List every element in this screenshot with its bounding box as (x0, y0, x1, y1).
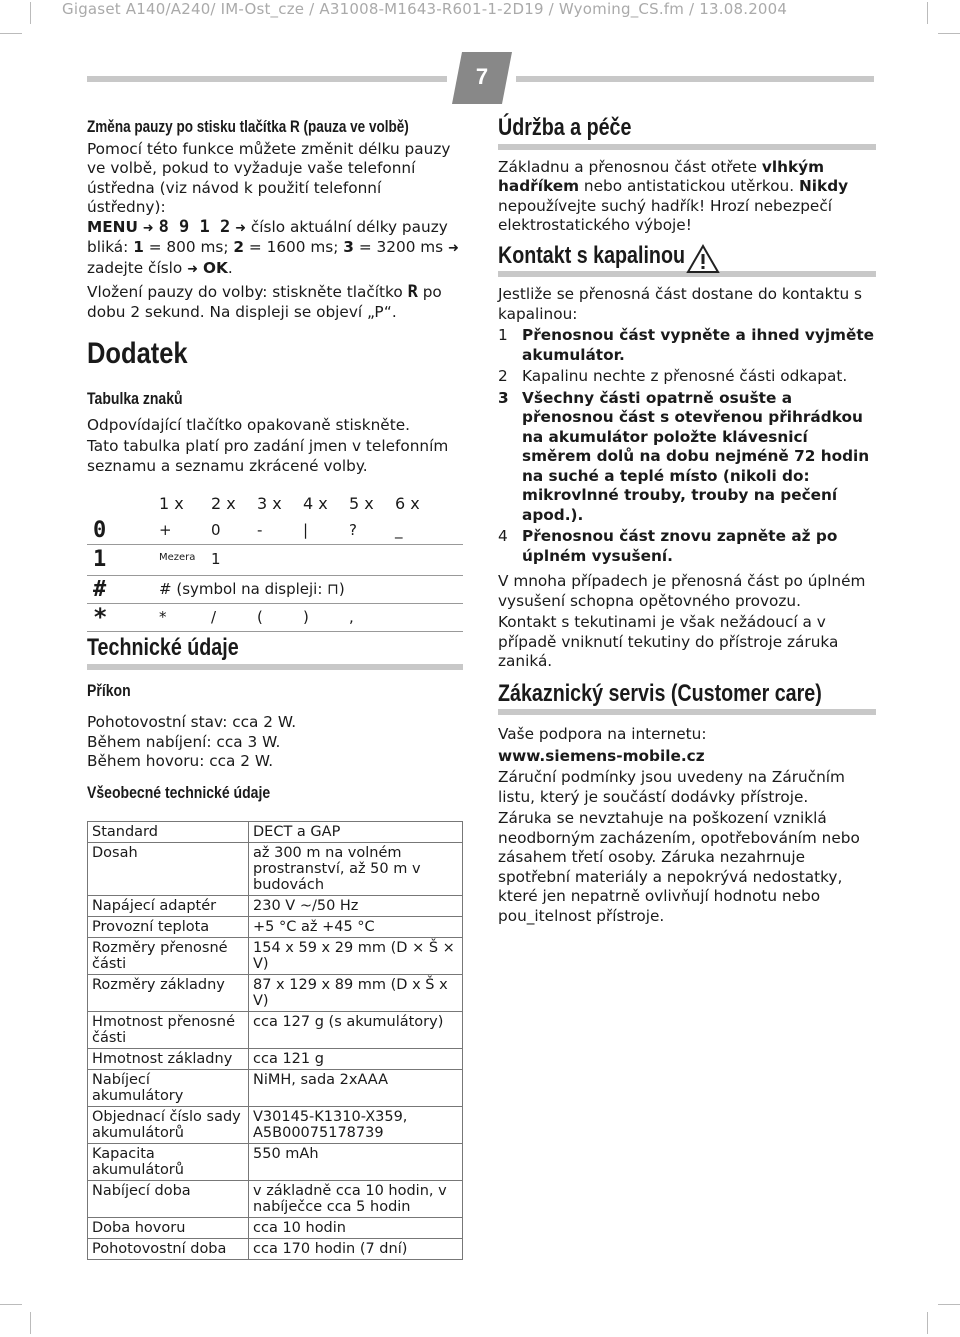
option-3-key: 3 (343, 238, 354, 256)
ok-key: OK (202, 258, 228, 277)
enter-number-text: zadejte číslo (87, 258, 183, 277)
page-number-tab (452, 52, 512, 104)
table-row (88, 1070, 463, 1107)
char-header-1: 1 x (159, 493, 184, 513)
prikon-lines (87, 713, 463, 772)
table-row (88, 822, 463, 843)
table-row (88, 1107, 463, 1144)
warning-icon (686, 244, 720, 274)
crop-mark-br (927, 1312, 928, 1334)
char-header-6: 6 x (395, 493, 420, 513)
udrzba-text-d: Nikdy (799, 177, 849, 195)
table-row (88, 1144, 463, 1181)
insert-pause-text-a: Vložení pauzy do volby: stiskněte tlačítko (87, 283, 403, 301)
spec-label: Nabíjecí akumulátory (88, 1070, 249, 1107)
pause-text: Pomocí této funkce můžete změnit délku pauzy ve volbě, pokud to vyžaduje vaše telefonní ústředna (viz návod k použití telefonní ústředny): (87, 139, 451, 216)
char-cell: - (257, 517, 303, 545)
spec-value: 230 V ~/50 Hz (249, 896, 463, 917)
table-row (88, 1181, 463, 1218)
char-cell: , (349, 604, 395, 632)
char-cell: ? (349, 517, 395, 545)
crop-mark-bl (30, 1312, 31, 1334)
spec-value: 550 mAh (249, 1144, 463, 1181)
option-1-value: = 800 ms; (148, 238, 229, 256)
tabulka-text-2: Tato tabulka platí pro zadání jmen v telefonním seznamu a seznamu zkrácené volby. (87, 437, 449, 475)
step-text: Přenosnou část znovu zapněte až po úplném vysušení. (522, 527, 838, 565)
option-2-value: = 1600 ms; (248, 238, 339, 256)
spec-label: Doba hovoru (88, 1218, 249, 1239)
spec-value: cca 10 hodin (249, 1218, 463, 1239)
table-row (88, 975, 463, 1012)
crop-mark-br-h (938, 1304, 960, 1305)
option-2-key: 2 (233, 238, 245, 256)
char-cell: _ (395, 517, 463, 545)
tech-heading: Technické údaje (87, 634, 239, 661)
udrzba-heading: Údržba a péče (498, 114, 632, 141)
crop-mark-bl-h (0, 1304, 22, 1305)
menu-continuation: číslo aktuální délky pauzy bliká: (87, 217, 448, 256)
row-key-star: * (87, 604, 159, 632)
char-cell: # (symbol na displeji: ⊓) (159, 576, 463, 604)
spec-label: Rozměry přenosné části (88, 938, 249, 975)
spec-label: Hmotnost základny (88, 1049, 249, 1070)
table-row (87, 517, 463, 545)
right-column (498, 114, 876, 932)
spec-value: cca 127 g (s akumulátory) (249, 1012, 463, 1049)
kontakt-text-2: Kontakt s tekutinami je však nežádoucí a v případě vniknutí tekutiny do přístroje záruka zaniká. (498, 613, 839, 670)
spec-value: cca 170 hodin (7 dní) (249, 1239, 463, 1260)
option-3-value: = 3200 ms (358, 238, 444, 256)
spec-value: 154 x 59 x 29 mm (D × Š × V) (249, 938, 463, 975)
step-text: Přenosnou část vypněte a ihned vyjměte akumulátor. (522, 326, 875, 364)
r-key: R (407, 282, 418, 302)
table-row (88, 896, 463, 917)
row-key-0: 0 (87, 517, 159, 545)
crop-mark-tr (927, 2, 928, 24)
arrow-right-icon: ➜ (448, 241, 459, 256)
spec-label: Kapacita akumulátorů (88, 1144, 249, 1181)
list-item (498, 389, 876, 526)
crop-mark-tl-h (0, 33, 22, 34)
char-cell: | (303, 517, 349, 545)
servis-url-text[interactable]: www.siemens-mobile.cz (498, 746, 705, 765)
char-cell: Mezera (159, 545, 211, 576)
spec-value: V30145-K1310-X359, A5B00075178739 (249, 1107, 463, 1144)
spec-value: NiMH, sada 2xAAA (249, 1070, 463, 1107)
table-row (88, 843, 463, 896)
table-row (87, 604, 463, 632)
menu-key: MENU (87, 217, 138, 236)
option-1-key: 1 (133, 238, 144, 256)
char-header-2: 2 x (211, 493, 236, 513)
pause-title: Změna pauzy po stisku tlačítka R (pauza ve volbě) (87, 118, 409, 136)
kontakt-intro: Jestliže se přenosná část dostane do kontaktu s kapalinou: (498, 285, 863, 323)
prikon-line: Během nabíjení: cca 3 W. (87, 732, 281, 751)
servis-text-2: Záruční podmínky jsou uvedeny na Záručním listu, který je součástí dodávky přístroje. (498, 768, 845, 806)
menu-digits: 8 9 1 2 (158, 216, 231, 237)
tech-heading-bar (87, 664, 463, 670)
udrzba-text (498, 158, 876, 236)
page-number: 7 (475, 64, 489, 89)
servis-text-1: Vaše podpora na internetu: (498, 725, 707, 743)
dodatek-heading: Dodatek (87, 337, 188, 370)
table-row (88, 1012, 463, 1049)
char-cell: + (159, 517, 211, 545)
kontakt-text-1: V mnoha případech je přenosná část po úplném vysušení schopna opětovného provozu. (498, 572, 866, 610)
top-bar-left (87, 76, 447, 82)
spec-label: Provozní teplota (88, 917, 249, 938)
arrow-right-icon: ➜ (187, 261, 199, 277)
servis-heading-bar (498, 709, 876, 715)
udrzba-text-c: nebo antistatickou utěrkou. (583, 177, 795, 195)
spec-value: 87 x 129 x 89 mm (D x Š x V) (249, 975, 463, 1012)
table-row (88, 917, 463, 938)
prikon-line: Pohotovostní stav: cca 2 W. (87, 713, 297, 731)
pause-menu-sequence: MENU ➜ 8 9 1 2 ➜ číslo aktuální délky pauzy bliká: 1 = 800 ms; 2 = 1600 ms; 3 = 3200 ms ➜ zadejte číslo ➜ OK. (87, 218, 463, 280)
servis-heading: Zákaznický servis (Customer care) (498, 679, 822, 707)
kontakt-heading: Kontakt s kapalinou (498, 246, 876, 269)
step-text: Kapalinu nechte z přenosné části odkapat. (522, 367, 848, 385)
tabulka-text-1: Odpovídající tlačítko opakovaně stiskněte. (87, 415, 410, 434)
char-header-3: 3 x (257, 493, 282, 513)
step-number: 4 (498, 527, 508, 545)
char-cell: ) (303, 604, 349, 632)
spec-value: v základně cca 10 hodin, v nabíječce cca 5 hodin (249, 1181, 463, 1218)
character-table-header (87, 490, 463, 517)
char-header-5: 5 x (349, 493, 374, 513)
crop-mark-tr-h (938, 33, 960, 34)
udrzba-text-e: nepoužívejte suchý hadřík! Hrozí nebezpečí elektrostatického výboje! (498, 196, 832, 234)
table-row (87, 576, 463, 604)
table-row (88, 1239, 463, 1260)
insert-pause-text (87, 283, 463, 322)
list-item (498, 367, 876, 387)
char-cell: / (211, 604, 257, 632)
spec-label: Hmotnost přenosné části (88, 1012, 249, 1049)
spec-value: +5 °C až +45 °C (249, 917, 463, 938)
arrow-right-icon: ➜ (235, 220, 246, 236)
file-header: Gigaset A140/A240/ IM-Ost_cze / A31008-M1643-R601-1-2D19 / Wyoming_CS.fm / 13.08.2004 (62, 0, 788, 18)
prikon-heading: Příkon (87, 681, 131, 700)
insert-pause-text-b: po dobu 2 sekund. Na displeji se objeví „P“. (87, 283, 442, 321)
arrow-right-icon: ➜ (142, 220, 154, 236)
tabulka-heading: Tabulka znaků (87, 390, 183, 408)
spec-label: Nabíjecí doba (88, 1181, 249, 1218)
top-bar-right (516, 76, 874, 82)
list-item (498, 326, 876, 365)
udrzba-text-a: Základnu a přenosnou část otřete (498, 157, 757, 176)
char-cell: ( (257, 604, 303, 632)
kontakt-steps (498, 326, 876, 566)
vseob-heading: Všeobecné technické údaje (87, 783, 271, 802)
prikon-line: Během hovoru: cca 2 W. (87, 752, 274, 770)
table-row (87, 545, 463, 576)
tech-spec-body (88, 822, 463, 1260)
spec-value: DECT a GAP (249, 822, 463, 843)
spec-value: cca 121 g (249, 1049, 463, 1070)
step-number: 2 (498, 367, 508, 385)
table-row (88, 1218, 463, 1239)
char-cell (395, 604, 463, 632)
step-number: 1 (498, 326, 508, 344)
spec-label: Dosah (88, 843, 249, 896)
table-row (88, 1049, 463, 1070)
servis-url[interactable] (498, 747, 876, 767)
char-cell: 1 (211, 545, 257, 576)
step-number: 3 (498, 388, 509, 407)
spec-value: až 300 m na volném prostranství, až 50 m v budovách (249, 843, 463, 896)
char-cell: * (159, 604, 211, 632)
list-item (498, 527, 876, 566)
character-table (87, 490, 463, 632)
udrzba-heading-bar (498, 144, 876, 150)
char-cell: 0 (211, 517, 257, 545)
row-key-hash: # (87, 576, 159, 604)
udrzba-text-b: vlhkým hadříkem (498, 157, 825, 195)
tech-spec-table (87, 821, 463, 1260)
left-column (87, 118, 463, 1260)
servis-text-3: Záruka se nevztahuje na poškození vzniklá neodborným zacházením, opotřebováním nebo zásahem třetí osoby. Záruka nezahrnuje spotřební materiály a nepokrývá nedostatky, které jen nepatrně ovlivňují hodnotu nebo pou_itelnost přístroje. (498, 809, 860, 925)
spec-label: Rozměry základny (88, 975, 249, 1012)
table-row (88, 938, 463, 975)
spec-label: Standard (88, 822, 249, 843)
row-key-1: 1 (87, 545, 159, 576)
char-header-4: 4 x (303, 493, 328, 513)
spec-label: Pohotovostní doba (88, 1239, 249, 1260)
spec-label: Objednací číslo sady akumulátorů (88, 1107, 249, 1144)
spec-label: Napájecí adaptér (88, 896, 249, 917)
step-text: Všechny části opatrně osušte a přenosnou část s otevřenou přihrádkou na akumulátor položte klávesnicí směrem dolů na dobu nejméně 72 hodin na suché a teplé místo (nikoli do: mikrovlnné trouby, trouby na pečení apod.). (522, 388, 870, 524)
crop-mark-tl (30, 2, 31, 24)
